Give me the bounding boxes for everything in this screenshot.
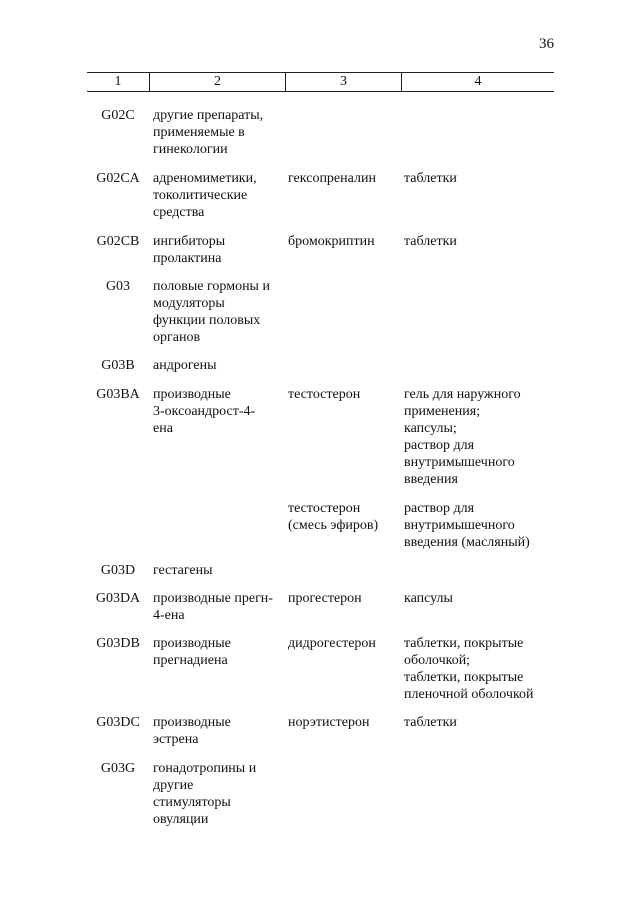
atc-code: G03B — [101, 358, 135, 373]
group-name: андрогены — [153, 358, 217, 373]
dosage-form: раствор для внутримышечного введения (масляный) — [404, 501, 530, 550]
dosage-form: таблетки — [404, 715, 457, 730]
group-name: гестагены — [153, 563, 213, 578]
column-header-form: 4 — [401, 73, 554, 91]
group-name: ингибиторы пролактина — [153, 234, 226, 266]
drug-name: дидрогестерон — [288, 636, 376, 651]
dosage-form: таблетки — [404, 171, 457, 186]
group-name: адреномиметики, токолитические средства — [153, 171, 257, 220]
dosage-form: таблетки, покрытые оболочкой; таблетки, покрытые пленочной оболочкой — [404, 636, 534, 702]
drug-name: тестостерон — [288, 387, 361, 402]
drug-name: тестостерон (смесь эфиров) — [288, 501, 379, 533]
atc-code: G02CA — [96, 171, 140, 186]
atc-code: G02C — [101, 108, 135, 123]
group-name: половые гормоны и модуляторы функции половых органов — [153, 279, 270, 345]
atc-code: G03D — [100, 563, 136, 578]
group-name: другие препараты, применяемые в гинекологии — [153, 108, 264, 157]
drug-name: гексопреналин — [288, 171, 376, 186]
atc-code: G03DC — [96, 715, 140, 730]
group-name: производные прегн- 4-ена — [153, 591, 273, 623]
column-header-name: 2 — [149, 73, 285, 91]
atc-code: G03G — [100, 761, 136, 776]
atc-code: G03BA — [96, 387, 140, 402]
dosage-form: капсулы — [404, 591, 453, 606]
atc-code: G03DA — [95, 591, 141, 606]
atc-code: G02CB — [96, 234, 140, 249]
drug-name: норэтистерон — [288, 715, 370, 730]
dosage-form: гель для наружного применения; капсулы; раствор для внутримышечного введения — [404, 387, 521, 487]
dosage-form: таблетки — [404, 234, 457, 249]
column-header-code: 1 — [114, 74, 122, 89]
group-name: производные прегнадиена — [153, 636, 231, 668]
group-name: производные 3-оксоандрост-4- ена — [153, 387, 256, 436]
table-header — [87, 72, 554, 92]
column-header-drug: 3 — [285, 73, 401, 91]
atc-code: G03 — [105, 279, 131, 294]
group-name: гонадотропины и другие стимуляторы овуляции — [153, 761, 257, 827]
atc-code: G03DB — [96, 636, 140, 651]
group-name: производные эстрена — [153, 715, 231, 747]
page-number: 36 — [539, 36, 554, 52]
drug-name: бромокриптин — [288, 234, 375, 249]
drug-name: прогестерон — [288, 591, 362, 606]
